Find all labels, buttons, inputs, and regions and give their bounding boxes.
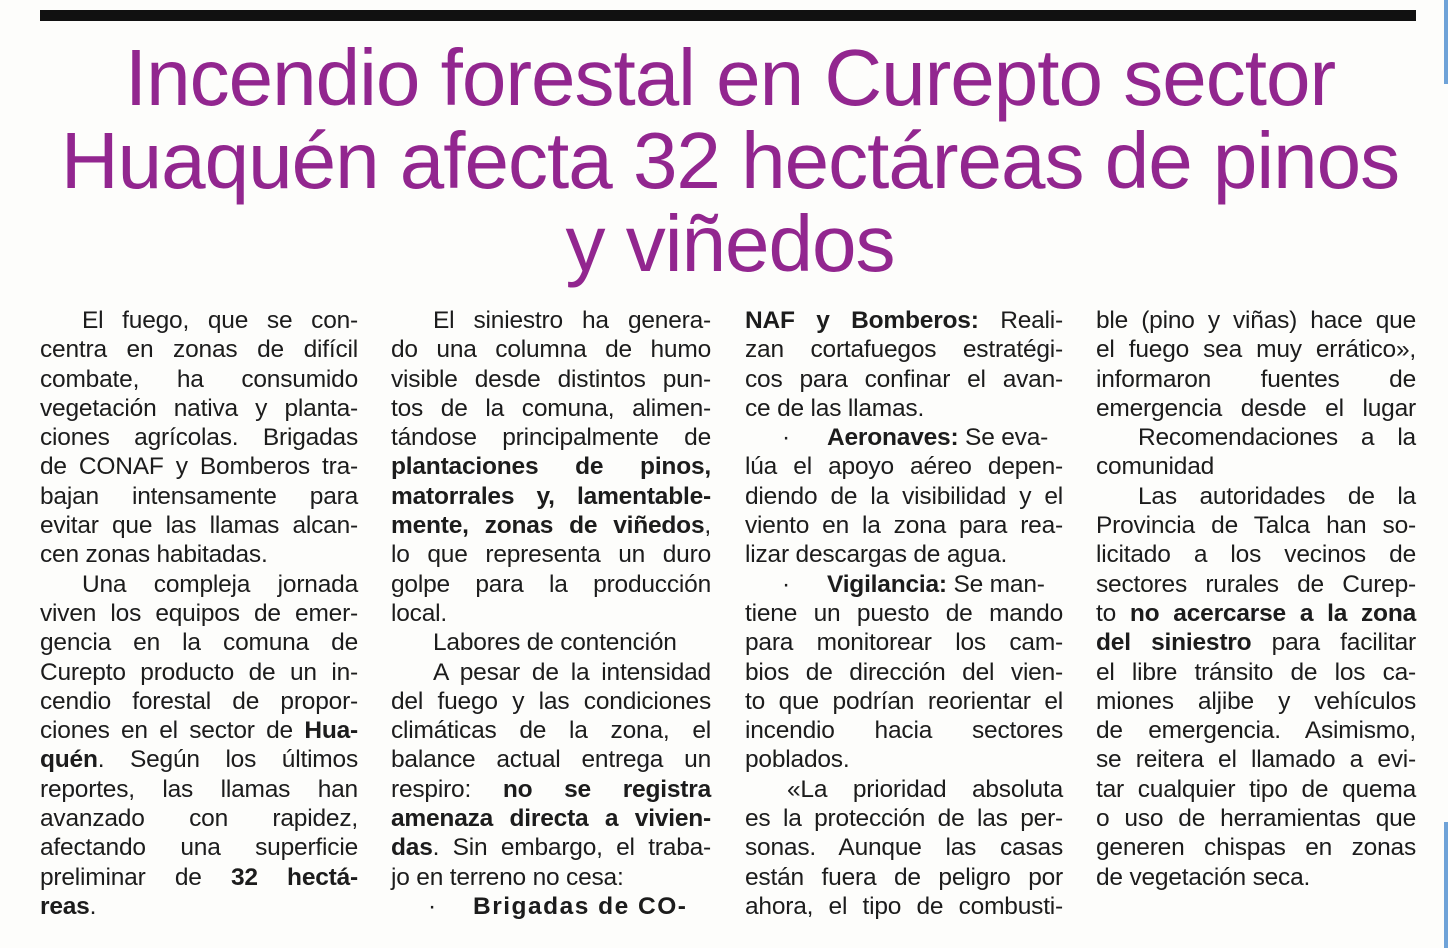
text-line: balance actual entrega un — [391, 746, 711, 774]
top-rule — [40, 10, 1416, 21]
text-line: el libre tránsito de los ca- — [1096, 658, 1416, 686]
text-line: tar cualquier tipo de quema — [1096, 775, 1416, 803]
text-line: generen chispas en zonas — [1096, 834, 1416, 862]
bold-line: plantaciones de pinos, — [391, 453, 711, 481]
bold-line: matorrales y, lamentable- — [391, 482, 711, 510]
text-line: cendio forestal de propor- — [40, 687, 358, 715]
text-line: Provincia de Talca han so- — [1096, 512, 1416, 540]
right-edge-mark — [1444, 0, 1448, 84]
bold-run: das — [391, 834, 433, 862]
text-line: local. — [391, 599, 447, 627]
bullet-line — [745, 423, 1063, 452]
bold-run: Aeronaves: — [827, 424, 959, 452]
bold-run: quén — [40, 746, 98, 774]
headline-line: Incendio forestal en Curepto sector — [124, 33, 1336, 122]
text-line: centra en zonas de difícil — [40, 336, 358, 364]
text-line: de emergencia. Asimismo, — [1096, 717, 1416, 745]
text-run: respiro: — [391, 775, 503, 803]
text-line: climáticas de la zona, el — [391, 717, 711, 745]
bold-run: no se registra — [502, 775, 711, 803]
bold-run: mente, zonas de viñedos — [391, 512, 705, 540]
bold-run: 32 hectá- — [230, 863, 359, 891]
headline-line: Huaquén afecta 32 hectáreas de pinos — [60, 116, 1400, 205]
text-run: . Sin embargo, el traba- — [432, 834, 711, 862]
text-run: para facilitar — [1251, 629, 1416, 657]
text-line: ble (pino y viñas) hace que — [1096, 307, 1416, 334]
headline-line: y viñedos — [565, 199, 895, 288]
text-line: ciones agrícolas. Brigadas — [40, 424, 358, 452]
text-line: se reitera el llamado a evi- — [1096, 746, 1416, 774]
text-line: bios de dirección del vien- — [745, 658, 1063, 686]
text-line: lo que representa un duro — [391, 541, 711, 569]
text-line: poblados. — [745, 746, 850, 774]
text-line — [40, 892, 358, 921]
article-column-2 — [391, 306, 711, 921]
text-line: reportes, las llamas han — [40, 775, 358, 803]
text-line: Curepto producto de un in- — [40, 658, 358, 686]
text-line: zan cortafuegos estratégi- — [745, 336, 1063, 364]
text-line: to que podrían reorientar el — [745, 687, 1063, 715]
text-line: miones aljibe y vehículos — [1096, 687, 1416, 715]
text-line: sectores rurales de Curep- — [1096, 570, 1416, 598]
text-run: , — [704, 512, 711, 540]
text-line: do una columna de humo — [391, 336, 711, 364]
text-run: Se eva- — [958, 424, 1049, 452]
text-line: tos de la comuna, alimen- — [391, 394, 711, 422]
text-run: preliminar de — [40, 863, 231, 891]
text-line: A pesar de la intensidad — [433, 658, 711, 686]
text-line: sonas. Aunque las casas — [745, 834, 1063, 862]
text-line: cos para confinar el avan- — [745, 365, 1063, 393]
text-line: vegetación nativa y planta- — [40, 394, 358, 422]
text-line: afectando una superficie — [40, 834, 358, 862]
text-line — [1096, 628, 1416, 657]
text-run: . Según los últimos — [97, 746, 358, 774]
text-run: ciones en el sector de — [40, 717, 305, 745]
subheading: Recomendaciones a la — [1138, 424, 1416, 452]
text-line — [745, 306, 1063, 335]
text-run: Se man- — [946, 570, 1045, 598]
text-line: viven los equipos de emer- — [40, 599, 358, 627]
text-line: ahora, el tipo de combusti- — [745, 892, 1063, 920]
text-line: lizar descargas de agua. — [745, 541, 1008, 569]
bold-run: Vigilancia: — [827, 570, 947, 598]
text-run: . — [89, 892, 97, 920]
text-line: visible desde distintos pun- — [391, 365, 711, 393]
text-run: Reali- — [978, 307, 1063, 334]
text-line: del fuego y las condiciones — [391, 687, 711, 715]
bullet-icon: · — [782, 424, 790, 452]
text-line: gencia en la comuna de — [40, 629, 358, 657]
text-line: diendo de la visibilidad y el — [745, 482, 1063, 510]
text-line — [391, 775, 711, 804]
bold-run: Brigadas de CO- — [473, 892, 688, 920]
subheading: Labores de contención — [433, 629, 677, 657]
text-line — [391, 833, 711, 862]
text-line: El siniestro ha genera- — [433, 307, 711, 334]
text-line: incendio hacia sectores — [745, 717, 1063, 745]
text-line: es la protección de las per- — [745, 805, 1063, 833]
bullet-icon: · — [428, 892, 436, 920]
article-column-4 — [1096, 306, 1416, 892]
text-line: Una compleja jornada — [82, 570, 358, 598]
text-line — [40, 863, 358, 892]
text-line: informaron fuentes de — [1096, 365, 1416, 393]
text-line — [1096, 599, 1416, 628]
text-line: jo en terreno no cesa: — [391, 863, 624, 891]
bold-run: del siniestro — [1096, 629, 1252, 657]
text-line: ce de las llamas. — [745, 394, 925, 422]
text-line — [40, 745, 358, 774]
text-run: to — [1096, 599, 1130, 627]
text-line: para monitorear los cam- — [745, 629, 1063, 657]
bold-run: reas — [40, 892, 90, 920]
bullet-line — [391, 892, 711, 921]
bold-line: amenaza directa a vivien- — [391, 805, 711, 833]
text-line: El fuego, que se con- — [82, 307, 358, 334]
text-line: el fuego sea muy errático», — [1096, 336, 1416, 364]
article-column-3 — [745, 306, 1063, 921]
text-line: de CONAF y Bomberos tra- — [40, 453, 358, 481]
text-line: tándose principalmente de — [391, 424, 711, 452]
text-line: combate, ha consumido — [40, 365, 358, 393]
bullet-line — [745, 570, 1063, 599]
text-line: Las autoridades de la — [1138, 482, 1416, 510]
text-line: avanzado con rapidez, — [40, 805, 358, 833]
text-line: cen zonas habitadas. — [40, 541, 268, 569]
subheading: comunidad — [1096, 453, 1215, 481]
article-column-1 — [40, 306, 358, 921]
bullet-icon: · — [782, 570, 790, 598]
text-line: o uso de herramientas que — [1096, 805, 1416, 833]
text-line: de vegetación seca. — [1096, 863, 1311, 891]
bold-run: no acercarse a la zona — [1129, 599, 1417, 627]
bold-run: Hua- — [304, 717, 358, 745]
text-line — [40, 716, 358, 745]
text-line: tiene un puesto de mando — [745, 599, 1063, 627]
text-line: están fuera de peligro por — [745, 863, 1063, 891]
text-line: evitar que las llamas alcan- — [40, 512, 358, 540]
text-line: golpe para la producción — [391, 570, 711, 598]
bold-run: NAF y Bomberos: — [745, 307, 979, 334]
text-line: «La prioridad absoluta — [787, 775, 1063, 803]
text-line: emergencia desde el lugar — [1096, 394, 1416, 422]
text-line: lúa el apoyo aéreo depen- — [745, 453, 1063, 481]
right-edge-mark — [1444, 822, 1448, 948]
text-line: viento en la zona para rea- — [745, 512, 1063, 540]
text-line: licitado a los vecinos de — [1096, 541, 1416, 569]
headline — [30, 33, 1430, 288]
text-line: bajan intensamente para — [40, 482, 358, 510]
text-line — [391, 511, 711, 540]
